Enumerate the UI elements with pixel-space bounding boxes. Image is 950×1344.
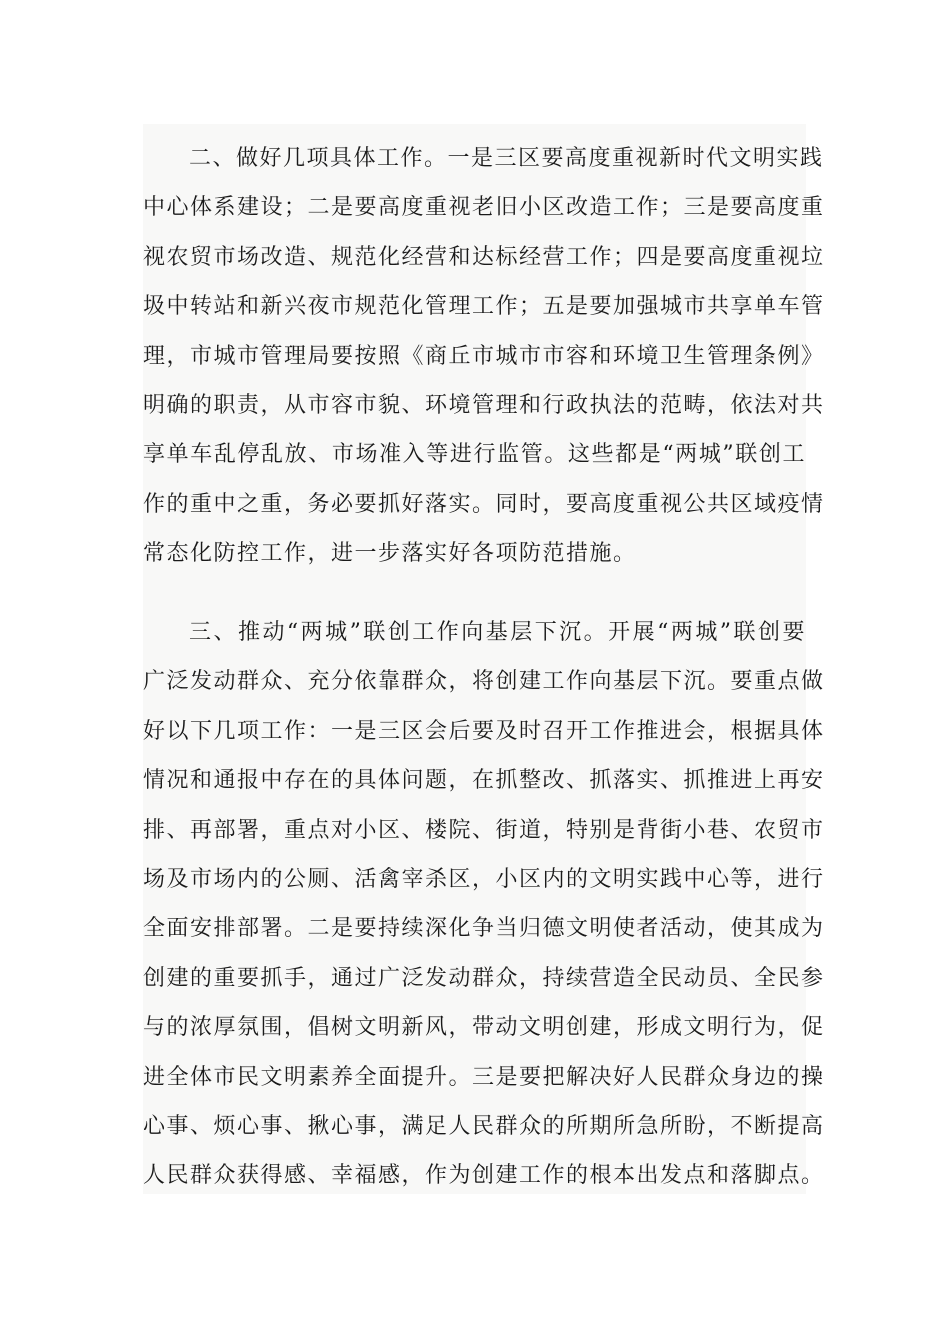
paragraph-line: 与的浓厚氛围，倡树文明新风，带动文明创建，形成文明行为，促 <box>143 1015 825 1041</box>
paragraph-line: 广泛发动群众、充分依靠群众，将创建工作向基层下沉。要重点做 <box>143 669 825 695</box>
paragraph-line: 进全体市民文明素养全面提升。三是要把解决好人民群众身边的操 <box>143 1064 825 1090</box>
paragraph-section-3 <box>143 608 825 1201</box>
paragraph-line: 三、推动“两城”联创工作向基层下沉。开展“两城”联创要 <box>189 620 806 645</box>
paragraph-line: 情况和通报中存在的具体问题，在抓整改、抓落实、抓推进上再安 <box>143 768 825 794</box>
paragraph-line: 全面安排部署。二是要持续深化争当归德文明使者活动，使其成为 <box>143 916 825 942</box>
paragraph-line: 场及市场内的公厕、活禽宰杀区，小区内的文明实践中心等，进行 <box>143 866 825 892</box>
paragraph-line: 中心体系建设；二是要高度重视老旧小区改造工作；三是要高度重 <box>143 195 825 221</box>
paragraph-section-2 <box>143 134 825 579</box>
paragraph-line: 二、做好几项具体工作。一是三区要高度重视新时代文明实践 <box>189 146 824 171</box>
paragraph-line: 作的重中之重，务必要抓好落实。同时，要高度重视公共区域疫情 <box>143 491 825 517</box>
paragraph-line: 常态化防控工作，进一步落实好各项防范措施。 <box>143 541 637 567</box>
document-body <box>143 124 825 1194</box>
paragraph-line: 明确的职责，从市容市貌、环境管理和行政执法的范畴，依法对共 <box>143 392 825 418</box>
paragraph-line: 排、再部署，重点对小区、楼院、街道，特别是背街小巷、农贸市 <box>143 817 825 843</box>
paragraph-line: 人民群众获得感、幸福感，作为创建工作的根本出发点和落脚点。 <box>143 1163 825 1189</box>
paragraph-line: 理，市城市管理局要按照《商丘市城市市容和环境卫生管理条例》 <box>143 343 825 369</box>
paragraph-line: 创建的重要抓手，通过广泛发动群众，持续营造全民动员、全民参 <box>143 965 825 991</box>
paragraph-line: 享单车乱停乱放、市场准入等进行监管。这些都是“两城”联创工 <box>143 442 806 468</box>
paragraph-line: 心事、烦心事、揪心事，满足人民群众的所期所急所盼，不断提高 <box>143 1113 825 1139</box>
paragraph-line: 圾中转站和新兴夜市规范化管理工作；五是要加强城市共享单车管 <box>143 294 825 320</box>
paragraph-line: 视农贸市场改造、规范化经营和达标经营工作；四是要高度重视垃 <box>143 244 825 270</box>
paragraph-line: 好以下几项工作：一是三区会后要及时召开工作推进会，根据具体 <box>143 718 825 744</box>
